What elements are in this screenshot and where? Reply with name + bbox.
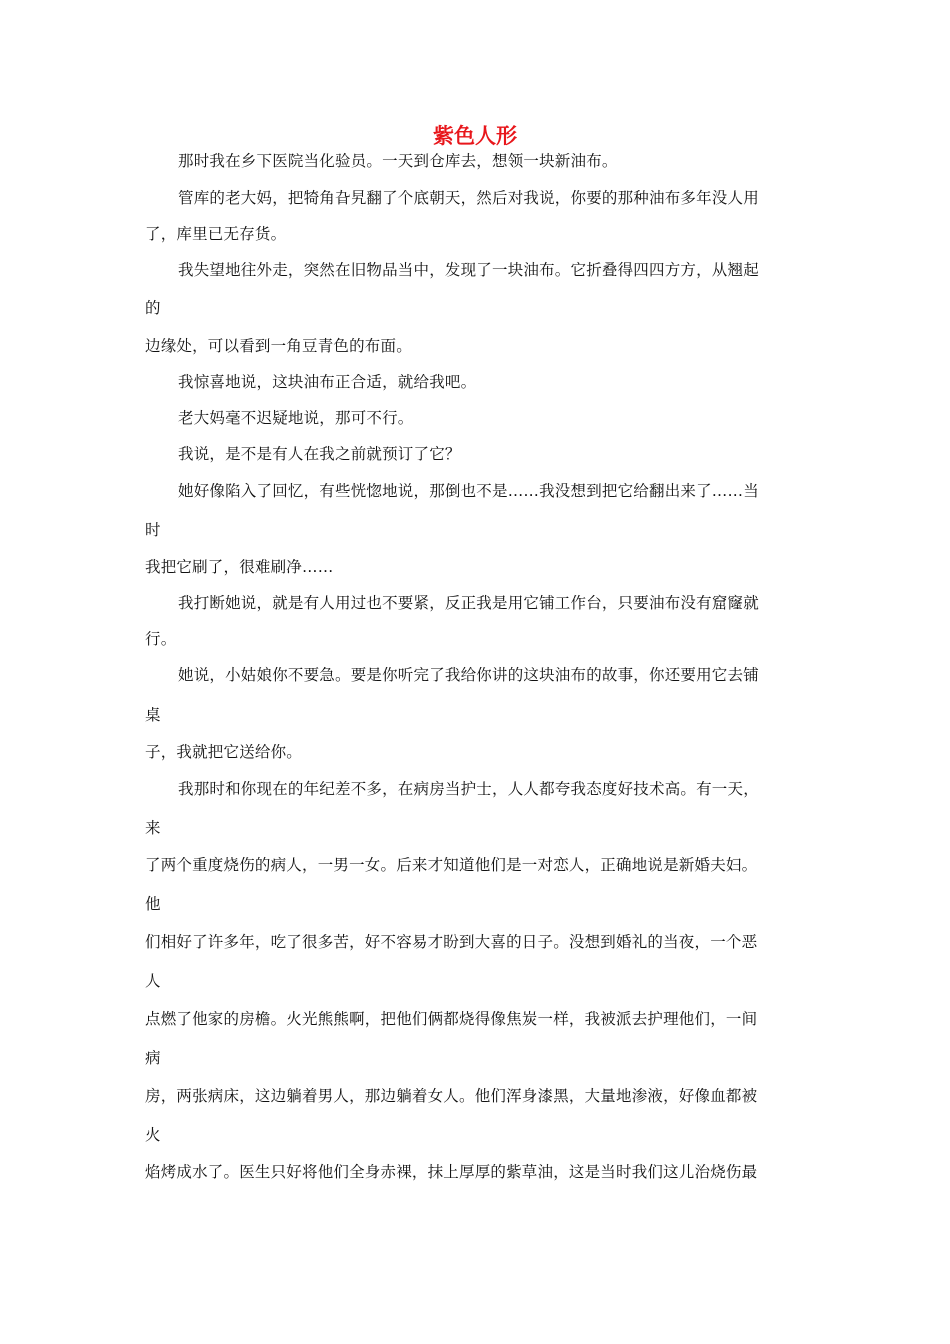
text-line: 边缘处，可以看到一角豆青色的布面。 <box>145 337 412 355</box>
document-title: 紫色人形 <box>433 124 517 148</box>
text-line: 子，我就把它送给你。 <box>145 743 303 761</box>
text-line: 我那时和你现在的年纪差不多，在病房当护士，人人都夸我态度好技术高。有一天， <box>178 780 759 798</box>
text-line: 我打断她说，就是有人用过也不要紧，反正我是用它铺工作台，只要油布没有窟窿就 <box>178 594 759 612</box>
text-line: 她说，小姑娘你不要急。要是你听完了我给你讲的这块油布的故事，你还要用它去铺 <box>178 666 759 684</box>
text-line: 来 <box>145 819 161 837</box>
text-line: 我把它刷了，很难刷净…… <box>145 558 334 576</box>
text-line: 我说，是不是有人在我之前就预订了它？ <box>178 445 461 463</box>
text-line: 管库的老大妈，把犄角旮旯翻了个底朝天，然后对我说，你要的那种油布多年没人用 <box>178 189 759 207</box>
text-line: 们相好了许多年，吃了很多苦，好不容易才盼到大喜的日子。没想到婚礼的当夜，一个恶 <box>145 933 758 951</box>
text-line: 那时我在乡下医院当化验员。一天到仓库去，想领一块新油布。 <box>178 152 618 170</box>
text-line: 火 <box>145 1126 161 1144</box>
text-line: 我惊喜地说，这块油布正合适，就给我吧。 <box>178 373 477 391</box>
text-line: 房，两张病床，这边躺着男人，那边躺着女人。他们浑身漆黑，大量地渗液，好像血都被 <box>145 1087 758 1105</box>
text-line: 他 <box>145 895 161 913</box>
text-line: 病 <box>145 1049 161 1067</box>
text-line: 行。 <box>145 630 177 648</box>
text-line: 了两个重度烧伤的病人，一男一女。后来才知道他们是一对恋人，正确地说是新婚夫妇。 <box>145 856 758 874</box>
text-line: 了，库里已无存货。 <box>145 225 287 243</box>
text-line: 我失望地往外走，突然在旧物品当中，发现了一块油布。它折叠得四四方方，从翘起 <box>178 261 759 279</box>
text-line: 时 <box>145 521 161 539</box>
text-line: 桌 <box>145 706 161 724</box>
text-line: 点燃了他家的房檐。火光熊熊啊，把他们俩都烧得像焦炭一样，我被派去护理他们，一间 <box>145 1010 758 1028</box>
text-line: 她好像陷入了回忆，有些恍惚地说，那倒也不是……我没想到把它给翻出来了……当 <box>178 482 759 500</box>
text-line: 人 <box>145 972 161 990</box>
text-line: 老大妈毫不迟疑地说，那可不行。 <box>178 409 414 427</box>
text-line: 的 <box>145 299 161 317</box>
text-line: 焰烤成水了。医生只好将他们全身赤裸，抹上厚厚的紫草油，这是当时我们这儿治烧伤最 <box>145 1163 758 1181</box>
